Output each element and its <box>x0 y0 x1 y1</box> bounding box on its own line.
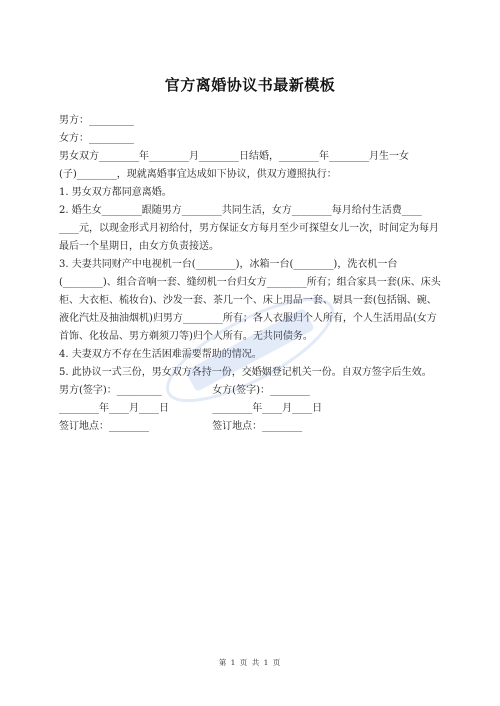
clause-4: 4. 夫妻双方不存在生活困难需要帮助的情况。 <box>59 349 262 360</box>
page-footer: 第 1 页 共 1 页 <box>218 658 282 667</box>
date-right: ________年____月____日 <box>212 403 323 414</box>
agreement-body <box>59 112 444 436</box>
place-row <box>59 418 444 436</box>
clause-5: 5. 此协议一式三份，男女双方各持一份，交婚姻登记机关一份。自双方签字后生效。 <box>59 367 432 378</box>
marriage-line-2: (子)________，现就离婚事宜达成如下协议，供双方遵照执行： <box>59 169 337 180</box>
place-left: 签订地点：________ <box>59 421 149 432</box>
wife-line: 女方：_________ <box>59 133 134 144</box>
female-signature: 女方(签字)：________ <box>212 385 310 396</box>
signature-row <box>59 382 444 400</box>
marriage-line-1: 男女双方________年________月________日结婚，________年________月生一女 <box>59 151 409 162</box>
place-right: 签订地点：________ <box>212 421 303 432</box>
date-row <box>59 400 444 418</box>
date-left: ________年____月____日 <box>59 403 169 414</box>
clause-1: 1. 男女双方都同意离婚。 <box>59 187 172 198</box>
document-title: 官方离婚协议书最新模板 <box>164 76 336 94</box>
husband-line: 男方：_________ <box>59 115 134 126</box>
male-signature: 男方(签字)：_________ <box>59 385 162 396</box>
clause-3: 3. 夫妻共同财产中电视机一台(________)，冰箱一台(________)，洗衣机一台(________)、组合音响一套、缝纫机一台归女方________所有；组合家具一套(床、床头柜、大衣柜、梳妆台)、沙发一套、茶几一个、床上用品一套、厨具一套(包括锅、碗、液化汽灶及抽油烟机)归男方________所有；各人衣服归个人所有，个人生活用品(女方首饰、化妆品、男方剃须刀等)归个人所有。无共同债务。 <box>59 259 441 342</box>
clause-2-line-1: 2. 婚生女________跟随男方________共同生活，女方________每月给付生活费____ <box>59 205 422 216</box>
clause-2-line-2: ____元，以现金形式月初给付，男方保证女方每月至少可探望女儿一次，时间定为每月最后一个星期日，由女方负责接送。 <box>59 223 439 252</box>
